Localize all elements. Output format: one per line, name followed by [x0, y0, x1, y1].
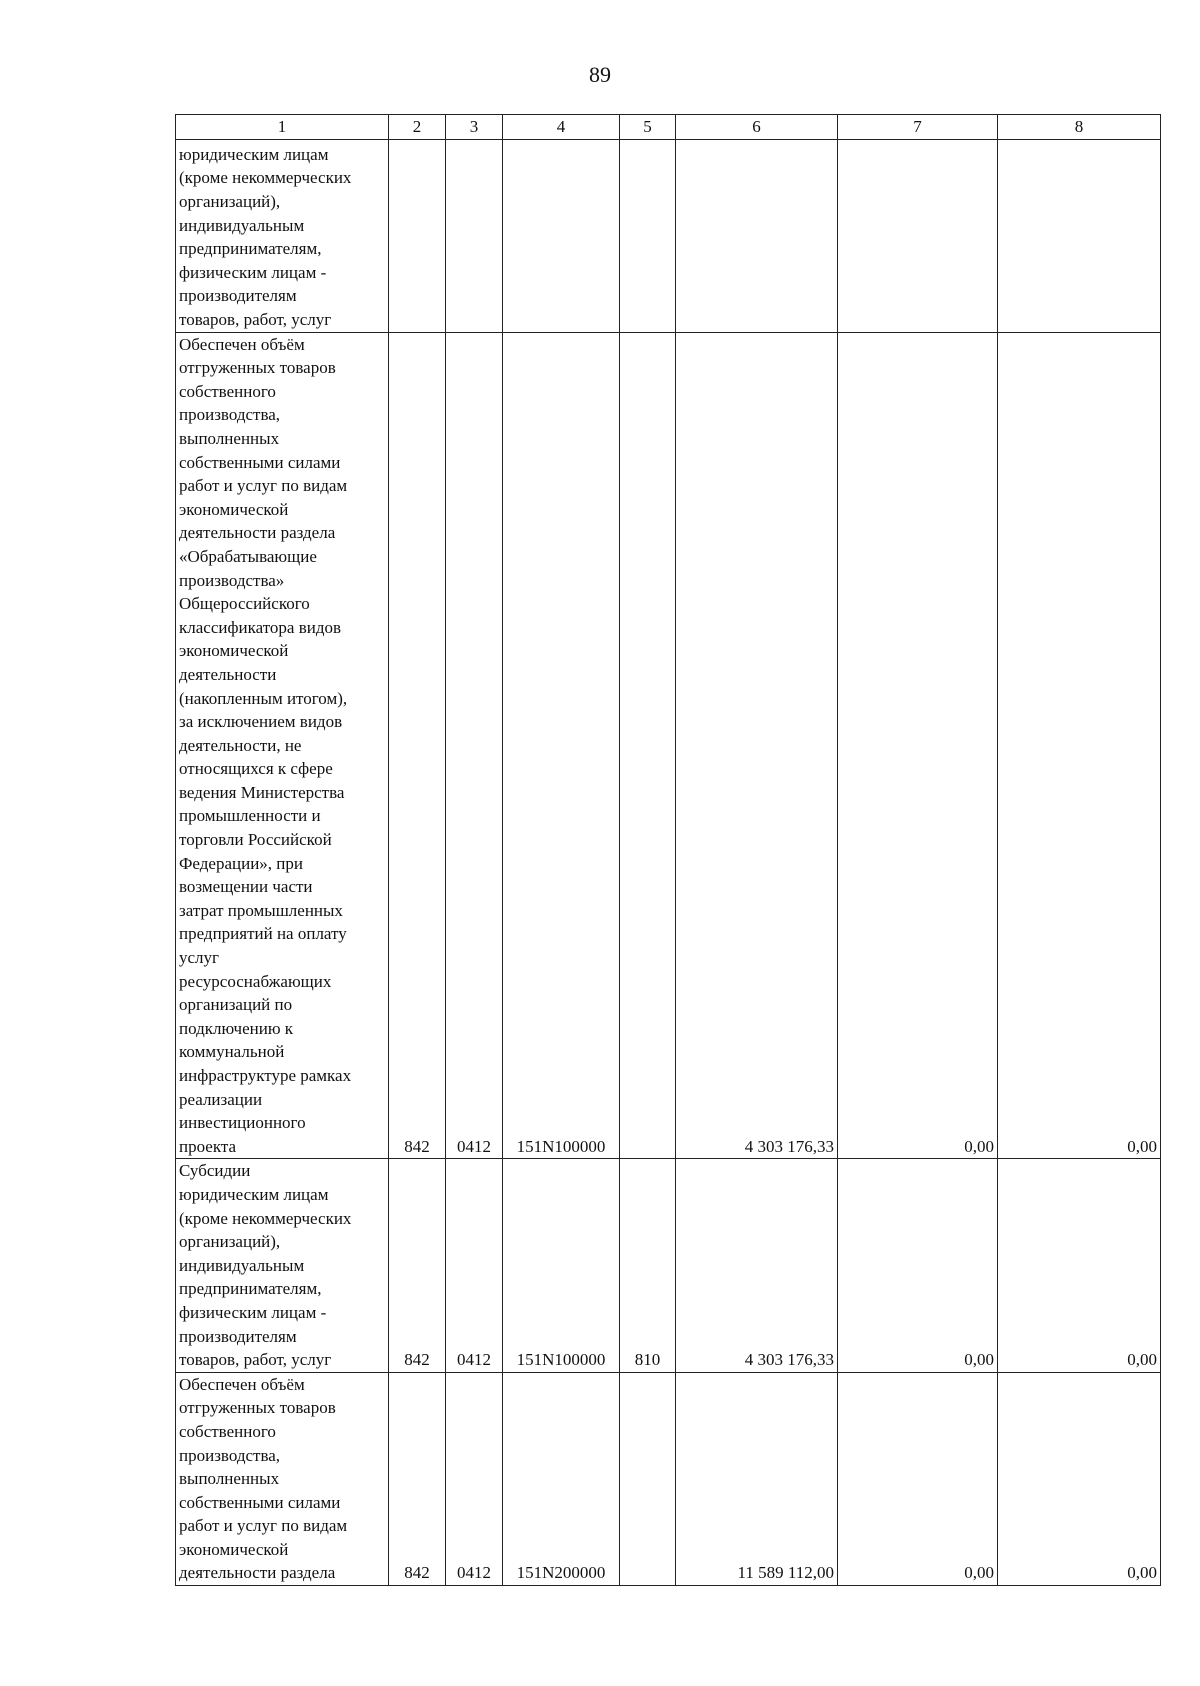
description-line: производства, [179, 405, 281, 425]
description-line: (кроме некоммерческих [179, 168, 352, 188]
description-line: коммунальной [179, 1042, 285, 1062]
column-header: 4 [503, 115, 620, 140]
description-line: собственными силами [179, 452, 341, 472]
row-description [176, 1159, 389, 1372]
description-line: за исключением видов [179, 712, 343, 732]
description-line: производителям [179, 286, 297, 306]
description-line: Субсидии [179, 1161, 251, 1181]
description-line: организаций), [179, 192, 281, 212]
description-line: Федерации», при [179, 853, 303, 873]
description-line: (кроме некоммерческих [179, 1208, 352, 1228]
description-line: физическим лицам - [179, 262, 327, 282]
column-header: 5 [620, 115, 676, 140]
cell-admin-code [389, 139, 446, 332]
page-number: 89 [589, 62, 611, 87]
column-header: 2 [389, 115, 446, 140]
cell-amount-col6: 4 303 176,33 [676, 1159, 838, 1372]
description-line: юридическим лицам [179, 144, 329, 164]
cell-section-code: 0412 [446, 1372, 503, 1585]
description-line: экономической [179, 641, 289, 661]
description-line: промышленности и [179, 806, 321, 826]
cell-admin-code: 842 [389, 332, 446, 1159]
table-row [176, 139, 1161, 332]
description-line: Обеспечен объём [179, 334, 305, 354]
cell-amount-col8 [998, 139, 1161, 332]
row-description [176, 139, 389, 332]
cell-amount-col6: 11 589 112,00 [676, 1372, 838, 1585]
column-header: 8 [998, 115, 1161, 140]
table-row [176, 1372, 1161, 1585]
cell-admin-code: 842 [389, 1372, 446, 1585]
description-line: проекта [179, 1136, 237, 1156]
description-line: торговли Российской [179, 830, 332, 850]
cell-amount-col7: 0,00 [838, 332, 998, 1159]
description-line: отгруженных товаров [179, 358, 336, 378]
cell-admin-code: 842 [389, 1159, 446, 1372]
description-line: ресурсоснабжающих [179, 971, 332, 991]
description-line: собственного [179, 1421, 276, 1441]
description-line: предпринимателям, [179, 1279, 322, 1299]
row-description [176, 1372, 389, 1585]
description-line: производителям [179, 1326, 297, 1346]
description-line: классификатора видов [179, 617, 341, 637]
description-line: физическим лицам - [179, 1302, 327, 1322]
description-line: отгруженных товаров [179, 1398, 336, 1418]
cell-amount-col6 [676, 139, 838, 332]
cell-amount-col7: 0,00 [838, 1159, 998, 1372]
cell-target-code: 151N100000 [503, 332, 620, 1159]
description-line: инвестиционного [179, 1113, 306, 1133]
description-line: выполненных [179, 1469, 280, 1489]
description-line: возмещении части [179, 877, 313, 897]
description-line: выполненных [179, 428, 280, 448]
description-line: экономической [179, 1539, 289, 1559]
description-line: (накопленным итогом), [179, 688, 348, 708]
column-header: 3 [446, 115, 503, 140]
description-line: относящихся к сфере [179, 759, 333, 779]
description-line: предпринимателям, [179, 239, 322, 259]
description-line: организаций), [179, 1232, 281, 1252]
column-header: 6 [676, 115, 838, 140]
description-line: экономической [179, 499, 289, 519]
row-description [176, 332, 389, 1159]
description-line: Общероссийского [179, 594, 310, 614]
description-line: товаров, работ, услуг [179, 1350, 332, 1370]
column-header: 7 [838, 115, 998, 140]
description-line: работ и услуг по видам [179, 1516, 348, 1536]
cell-expense-type: 810 [620, 1159, 676, 1372]
description-line: предприятий на оплату [179, 924, 347, 944]
description-line: производства» [179, 570, 285, 590]
cell-expense-type [620, 1372, 676, 1585]
budget-table [175, 114, 1161, 1586]
cell-amount-col8: 0,00 [998, 1159, 1161, 1372]
column-header: 1 [176, 115, 389, 140]
table-row [176, 332, 1161, 1159]
description-line: юридическим лицам [179, 1184, 329, 1204]
description-line: подключению к [179, 1018, 294, 1038]
description-line: ведения Министерства [179, 782, 345, 802]
description-line: деятельности раздела [179, 523, 336, 543]
description-line: деятельности раздела [179, 1563, 336, 1583]
description-line: организаций по [179, 995, 293, 1015]
cell-section-code [446, 139, 503, 332]
description-line: деятельности, не [179, 735, 302, 755]
description-line: услуг [179, 948, 220, 968]
cell-amount-col6: 4 303 176,33 [676, 332, 838, 1159]
description-line: товаров, работ, услуг [179, 310, 332, 329]
description-line: реализации [179, 1089, 263, 1109]
cell-section-code: 0412 [446, 1159, 503, 1372]
description-line: деятельности [179, 664, 277, 684]
cell-section-code: 0412 [446, 332, 503, 1159]
cell-target-code: 151N100000 [503, 1159, 620, 1372]
table-row [176, 1159, 1161, 1372]
description-line: собственного [179, 381, 276, 401]
cell-expense-type [620, 139, 676, 332]
description-line: индивидуальным [179, 1255, 305, 1275]
cell-target-code: 151N200000 [503, 1372, 620, 1585]
description-line: затрат промышленных [179, 900, 343, 920]
cell-amount-col8: 0,00 [998, 1372, 1161, 1585]
description-line: инфраструктуре рамках [179, 1066, 352, 1085]
description-line: Обеспечен объём [179, 1374, 305, 1394]
header-row [176, 115, 1161, 140]
cell-target-code [503, 139, 620, 332]
cell-expense-type [620, 332, 676, 1159]
cell-amount-col8: 0,00 [998, 332, 1161, 1159]
description-line: работ и услуг по видам [179, 476, 348, 496]
cell-amount-col7 [838, 139, 998, 332]
description-line: «Обрабатывающие [179, 546, 317, 566]
description-line: собственными силами [179, 1492, 341, 1512]
description-line: производства, [179, 1445, 281, 1465]
description-line: индивидуальным [179, 215, 305, 235]
cell-amount-col7: 0,00 [838, 1372, 998, 1585]
